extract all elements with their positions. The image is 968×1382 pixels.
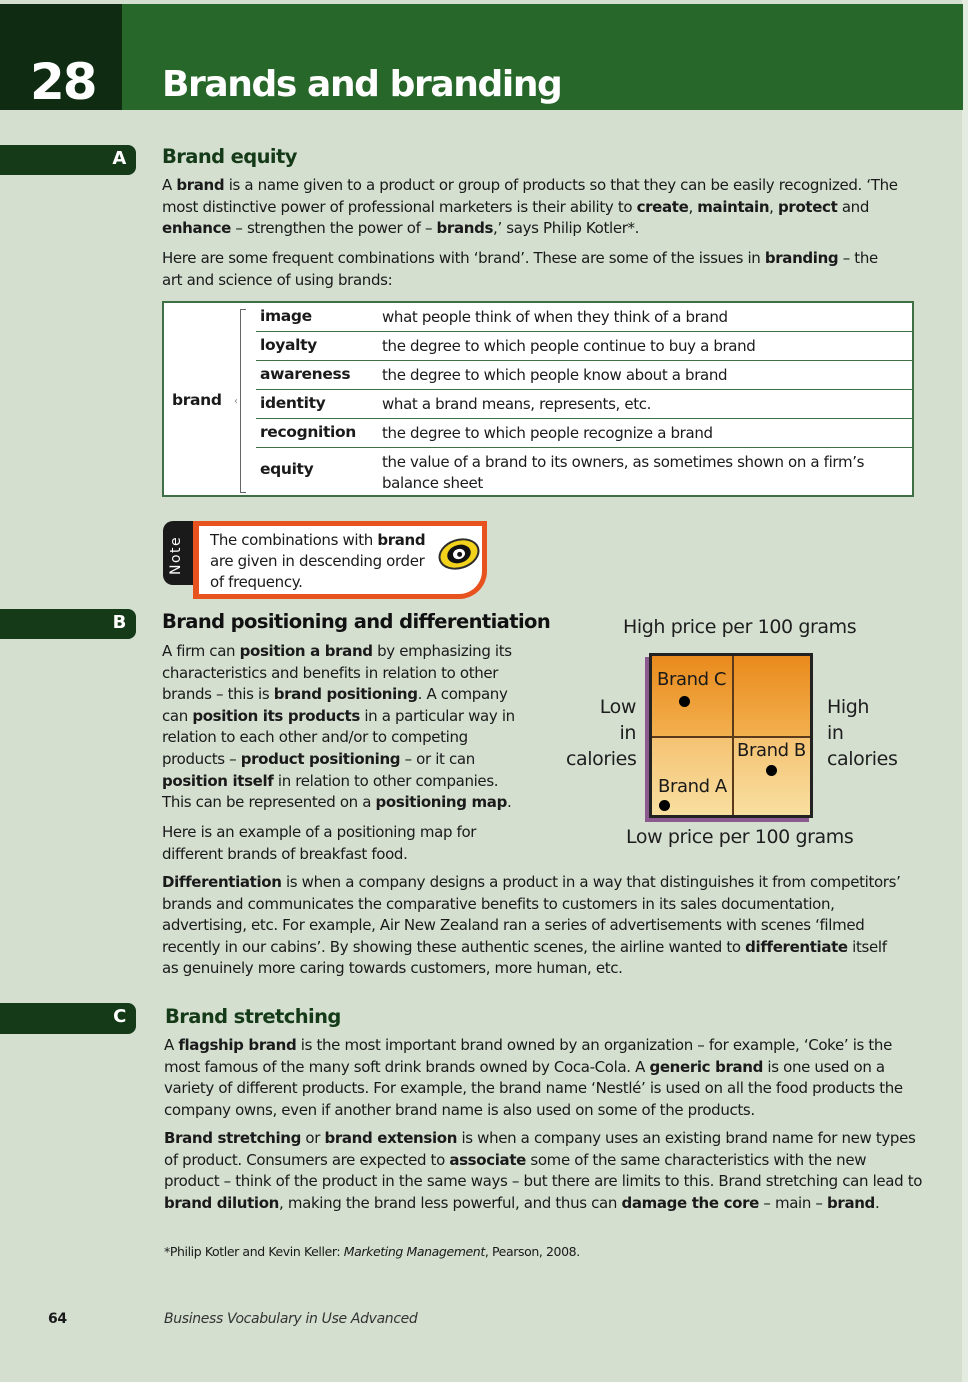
horizontal-axis-line	[652, 736, 810, 738]
table-row	[256, 419, 912, 448]
table-term: awareness	[260, 365, 351, 383]
note-box	[193, 521, 487, 599]
footnote-text: *Philip Kotler and Kevin Keller:	[164, 1244, 344, 1259]
table-head-word: brand	[172, 391, 222, 409]
table-definition: the value of a brand to its owners, as sometimes shown on a firm’s balance sheet	[382, 453, 865, 492]
unit-number-box	[0, 4, 122, 110]
section-letter: C	[113, 1006, 126, 1027]
section-b-para-1: A firm can position a brand by emphasizing its characteristics and benefits in relation to other brands – this is brand positioning. A company can position its products in a particular way in relation to each other and/or to competing products – product positioning – or it can position itself in relation to other companies. This can be represented on a positioning map.	[162, 642, 515, 812]
brand-c-dot	[679, 696, 690, 707]
footnote-publisher: , Pearson, 2008.	[484, 1244, 580, 1259]
brand-combinations-table	[162, 301, 914, 497]
section-b-title: Brand positioning and differentiation	[162, 610, 551, 633]
map-left-label: Low in calories	[566, 696, 637, 770]
brace-tip-icon: ‹	[234, 396, 238, 407]
map-top-label: High price per 100 grams	[623, 616, 857, 638]
quadrant-top-left	[652, 656, 732, 736]
unit-number: 28	[30, 53, 96, 111]
table-row	[256, 332, 912, 361]
footnote-book-title: Marketing Management	[343, 1244, 485, 1259]
table-definition: the degree to which people recognize a brand	[382, 424, 713, 442]
note-text: The combinations with brand are given in descending order of frequency.	[210, 531, 426, 591]
table-term: loyalty	[260, 336, 317, 354]
table-term: equity	[260, 460, 314, 478]
table-definition: the degree to which people know about a brand	[382, 366, 728, 384]
brand-b-dot	[766, 765, 777, 776]
map-grid	[649, 653, 813, 818]
section-c-para-1: A flagship brand is the most important brand owned by an organization – for example, ‘Coke’ is the most famous of the many soft drink brands owned by Coca-Cola. A generic brand is one used on a variety of different products. For example, the brand name ‘Nestlé’ is used on all the food products the company owns, even if another brand name is also used on some of the products.	[164, 1036, 903, 1119]
section-tab-a	[0, 145, 136, 175]
section-letter: A	[112, 148, 126, 169]
map-right-label: High in calories	[827, 696, 898, 770]
brand-b-label: Brand B	[737, 740, 806, 761]
section-a-para-2: Here are some frequent combinations with ‘brand’. These are some of the issues in branding – the art and science of using brands:	[162, 249, 878, 289]
section-a-para-1: A brand is a name given to a product or group of products so that they can be easily recognized. ‘The most distinctive power of professional marketers is their ability to create, maintain, protect and enhance – strengthen the power of – brands,’ says Philip Kotler*.	[162, 176, 898, 238]
section-b-para-3: Differentiation is when a company designs a product in a way that distinguishes it from competitors’ brands and communicates the comparative benefits to customers in its sales documentation, advertising, etc. For example, Air New Zealand ran a series of advertisements with scenes ‘filmed recently in our cabins’. By showing these authentic scenes, the airline wanted to differentiate itself as genuinely more caring towards customers, more human, etc.	[162, 873, 901, 978]
table-definition: the degree to which people continue to buy a brand	[382, 337, 756, 355]
table-term: image	[260, 307, 312, 325]
table-row	[256, 448, 912, 495]
quadrant-top-right	[732, 656, 810, 736]
unit-title: Brands and branding	[162, 64, 562, 105]
section-tab-c	[0, 1003, 136, 1034]
footnote	[164, 1244, 580, 1259]
page-number: 64	[48, 1311, 67, 1327]
section-c-para-2: Brand stretching or brand extension is when a company uses an existing brand name for new types of product. Consumers are expected to associate some of the same characteristics with the new product – think of the product in the same ways – but there are limits to this. Brand stretching can lead to brand dilution, making the brand less powerful, and thus can damage the core – main – brand.	[164, 1129, 923, 1212]
table-row	[256, 303, 912, 332]
table-definition: what a brand means, represents, etc.	[382, 395, 652, 413]
table-row	[256, 390, 912, 419]
table-definition: what people think of when they think of a brand	[382, 308, 728, 326]
section-letter: B	[112, 612, 126, 633]
map-bottom-label: Low price per 100 grams	[626, 826, 854, 848]
page-edge	[962, 0, 968, 1382]
eye-icon	[434, 533, 483, 575]
table-term: identity	[260, 394, 326, 412]
section-a-title: Brand equity	[162, 145, 297, 168]
brand-a-dot	[659, 800, 670, 811]
section-b-para-2: Here is an example of a positioning map for different brands of breakfast food.	[162, 823, 477, 863]
table-row	[256, 361, 912, 390]
brand-c-label: Brand C	[657, 669, 727, 690]
note-tab	[163, 521, 193, 585]
section-c-title: Brand stretching	[165, 1005, 341, 1028]
brand-a-label: Brand A	[658, 776, 727, 797]
note-tab-label: Note	[168, 535, 184, 575]
brace-icon	[240, 309, 246, 493]
section-tab-b	[0, 609, 136, 639]
table-term: recognition	[260, 423, 356, 441]
book-title: Business Vocabulary in Use Advanced	[164, 1311, 418, 1327]
